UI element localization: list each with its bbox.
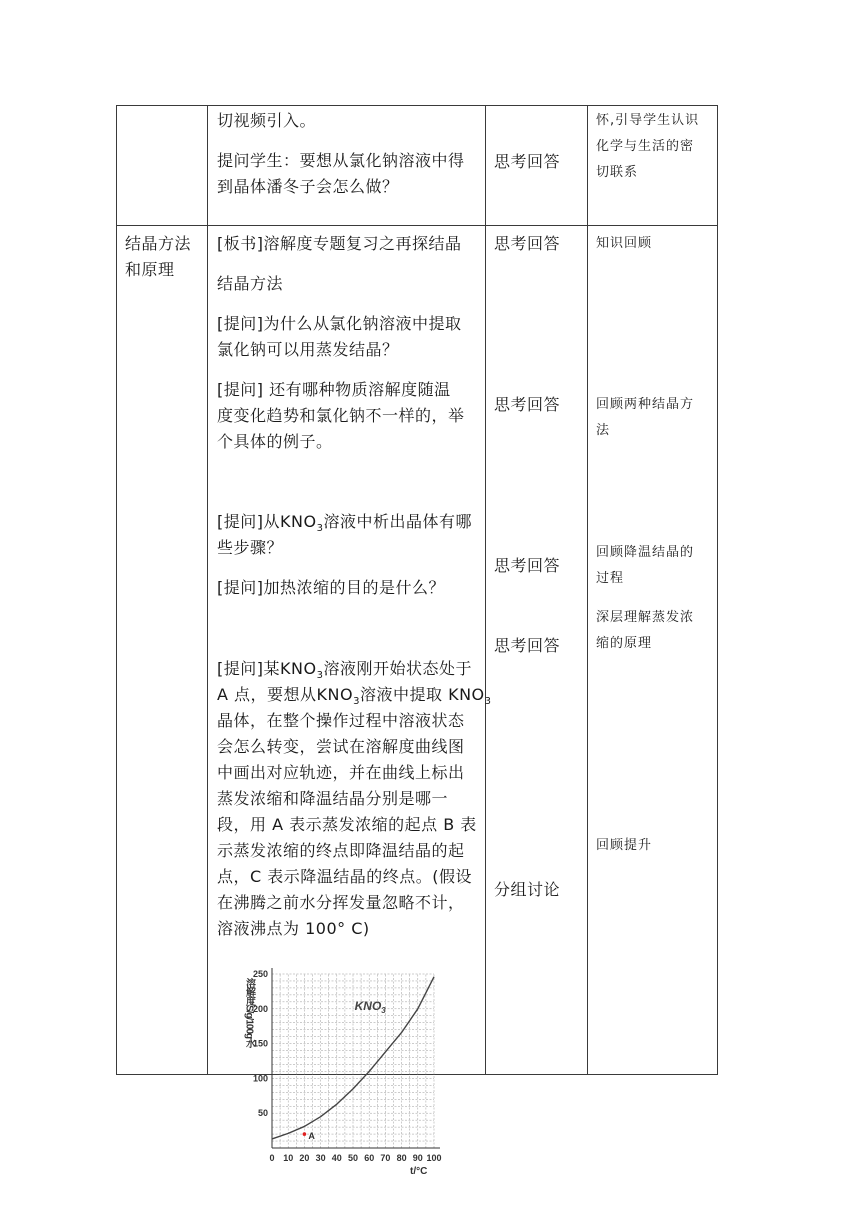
question5-line7: 段，用 A 表示蒸发浓缩的起点 B 表: [217, 815, 477, 834]
row1-intent-line1: 怀,引导学生认识: [596, 113, 700, 128]
x-tick-label: 70: [380, 1153, 391, 1163]
question2-line3: 个具体的例子。: [217, 432, 333, 451]
kno3-formula: $KNO_3$: [280, 512, 324, 535]
table-right-border: [717, 105, 718, 1075]
question3-line1: [217, 509, 472, 534]
question5-line10: 在沸腾之前水分挥发量忽略不计，: [217, 893, 465, 912]
intent-evaporation-line2: 缩的原理: [596, 636, 653, 651]
y-tick-label: 200: [252, 1003, 268, 1014]
y-tick-label: 250: [252, 969, 268, 979]
question5-line8: 示蒸发浓缩的终点即降温结晶的起: [217, 841, 465, 860]
intent-two-methods-line2: 法: [596, 423, 611, 438]
x-tick-label: 80: [396, 1153, 407, 1163]
intent-review-upgrade: 回顾提升: [596, 838, 653, 853]
column-divider-2: [485, 105, 486, 1075]
curve-label: $KNO_3$: [354, 999, 386, 1016]
y-tick-label: 150: [252, 1038, 268, 1049]
point-a-label: A: [308, 1131, 315, 1142]
question2-line2: 度变化趋势和氯化钠不一样的，举: [217, 406, 465, 425]
section-title-line1: 结晶方法: [125, 234, 192, 253]
student-activity-5: 分组讨论: [494, 880, 561, 899]
board-note: [板书]溶解度专题复习之再探结晶: [217, 234, 462, 253]
x-tick-label: 50: [347, 1153, 359, 1163]
question4: [提问]加热浓缩的目的是什么？: [217, 578, 445, 597]
solubility-chart: [238, 962, 454, 1176]
student-activity-4: 思考回答: [494, 636, 561, 655]
question5-line1: [提问]某$KNO_3$溶液刚开始状态处于: [217, 659, 472, 682]
y-axis-label: 溶解度S/g/100g水: [243, 978, 255, 1048]
question5-line4: 会怎么转变，尝试在溶解度曲线图: [217, 737, 465, 756]
point-a-marker: [303, 1132, 307, 1136]
question1-line1: [提问]为什么从氯化钠溶液中提取: [217, 314, 462, 333]
student-activity-2: 思考回答: [494, 395, 561, 414]
question3-line2: 些步骤？: [217, 538, 284, 557]
row1-question-line2: 到晶体潘冬子会怎么做？: [217, 177, 399, 196]
intent-knowledge-review: 知识回顾: [596, 236, 653, 251]
question5-line3: 晶体，在整个操作过程中溶液状态: [217, 711, 465, 730]
x-tick-label: 0: [269, 1153, 275, 1163]
x-tick-label: 100: [426, 1153, 442, 1163]
y-tick-label: 50: [257, 1108, 268, 1119]
column-divider-1: [207, 105, 208, 1075]
row1-question-line1: 提问学生：要想从氯化钠溶液中得: [217, 151, 465, 170]
intent-cooling-line2: 过程: [596, 571, 625, 586]
question5-line6: 蒸发浓缩和降温结晶分别是哪一: [217, 789, 449, 808]
question5-line2: A 点，要想从$KNO_3$溶液中提取 $KNO_3$: [217, 685, 492, 708]
x-tick-label: 60: [364, 1153, 375, 1163]
x-tick-label: 90: [412, 1153, 423, 1163]
row1-intro-text: 切视频引入。: [217, 111, 317, 130]
section-title-line2: 和原理: [125, 260, 175, 279]
student-activity-1: 思考回答: [494, 234, 561, 253]
x-tick-label: 30: [315, 1153, 326, 1163]
question2-line1: [提问] 还有哪种物质溶解度随温: [217, 380, 451, 399]
x-tick-label: 20: [299, 1153, 310, 1163]
x-tick-label: 10: [283, 1153, 294, 1163]
board-subtitle: 结晶方法: [217, 274, 284, 293]
kno3-formula: $KNO_3$: [316, 685, 360, 708]
row1-student-activity: 思考回答: [494, 152, 561, 171]
y-tick-label: 100: [252, 1073, 268, 1084]
row1-intent-line3: 切联系: [596, 165, 639, 180]
intent-cooling-line1: 回顾降温结晶的: [596, 545, 695, 560]
column-divider-3: [587, 105, 588, 1075]
question5-line11: 溶液沸点为 100° C): [217, 919, 370, 938]
question1-line2: 氯化钠可以用蒸发结晶？: [217, 340, 399, 359]
student-activity-3: 思考回答: [494, 556, 561, 575]
q3-suffix: 溶液中析出晶体有哪: [323, 512, 472, 531]
x-tick-label: 40: [331, 1153, 342, 1163]
table-left-border: [116, 105, 117, 1075]
intent-two-methods-line1: 回顾两种结晶方: [596, 397, 695, 412]
question5-line5: 中画出对应轨迹，并在曲线上标出: [217, 763, 465, 782]
kno3-formula: $KNO_3$: [448, 685, 492, 708]
question5-line9: 点，C 表示降温结晶的终点。(假设: [217, 867, 473, 886]
kno3-formula: $KNO_3$: [280, 659, 324, 682]
q3-prefix: [提问]从: [217, 512, 280, 531]
intent-evaporation-line1: 深层理解蒸发浓: [596, 610, 695, 625]
row1-intent-line2: 化学与生活的密: [596, 139, 695, 154]
x-axis-label: t/°C: [410, 1166, 428, 1176]
